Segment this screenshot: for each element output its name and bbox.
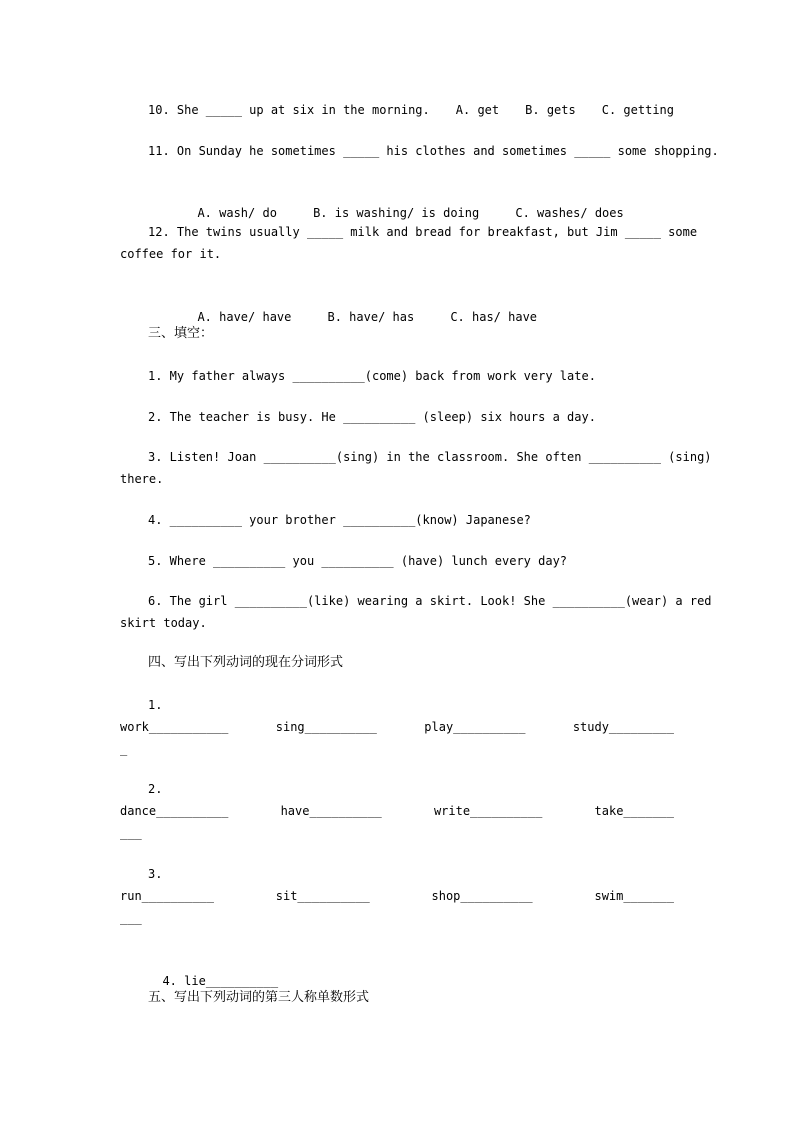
fill-item-1: 1. My father always __________(come) back from work very late.	[148, 369, 596, 383]
word-blank: shop__________	[431, 889, 533, 903]
group-4	[148, 948, 702, 992]
option-b: B. have/ has	[327, 310, 415, 324]
section-4-heading: 四、写出下列动词的现在分词形式	[148, 655, 344, 670]
word-blank: run__________	[120, 889, 214, 903]
question-11-stem: 11. On Sunday he sometimes _____ his clothes and sometimes _____ some shopping.	[148, 144, 719, 158]
fill-item-3-cont: there.	[120, 472, 164, 486]
group-3-words	[120, 885, 674, 907]
option-a: A. get	[455, 103, 500, 117]
section-5-heading: 五、写出下列动词的第三人称单数形式	[148, 990, 370, 1005]
word-blank: work___________	[120, 720, 229, 734]
option-c: C. getting	[601, 103, 674, 117]
word-blank: write__________	[433, 804, 543, 818]
fill-item-3: 3. Listen! Joan __________(sing) in the classroom. She often __________ (sing)	[148, 450, 712, 464]
question-11-options	[183, 180, 624, 224]
group-1-tail: _	[120, 742, 128, 756]
fill-item-4: 4. __________ your brother __________(know) Japanese?	[148, 513, 531, 527]
word-blank: sing__________	[275, 720, 377, 734]
group-4-number: 4.	[162, 974, 177, 988]
question-10	[148, 99, 674, 121]
word-blank: lie__________	[184, 974, 279, 988]
option-b: B. gets	[525, 103, 576, 117]
option-a: A. wash/ do	[197, 206, 277, 220]
word-blank: have__________	[280, 804, 382, 818]
group-3-number: 3.	[148, 867, 163, 881]
fill-item-2: 2. The teacher is busy. He __________ (sleep) six hours a day.	[148, 410, 596, 424]
group-2-tail: ___	[120, 826, 142, 840]
group-2-words	[120, 800, 674, 822]
question-12-stem-line1: 12. The twins usually _____ milk and bread for breakfast, but Jim _____ some	[148, 225, 698, 239]
group-1-words	[120, 716, 674, 738]
section-3-heading: 三、填空：	[148, 326, 214, 341]
group-1-number: 1.	[148, 698, 163, 712]
word-blank: take_______	[594, 804, 674, 818]
option-c: C. has/ have	[450, 310, 538, 324]
group-2-number: 2.	[148, 782, 163, 796]
option-c: C. washes/ does	[515, 206, 624, 220]
word-blank: swim_______	[594, 889, 674, 903]
option-b: B. is washing/ is doing	[313, 206, 480, 220]
fill-item-6: 6. The girl __________(like) wearing a skirt. Look! She __________(wear) a red	[148, 594, 712, 608]
question-12-stem-line2: coffee for it.	[120, 247, 222, 261]
question-10-stem: 10. She _____ up at six in the morning.	[148, 103, 430, 117]
word-blank: sit__________	[275, 889, 370, 903]
fill-item-5: 5. Where __________ you __________ (have) lunch every day?	[148, 554, 568, 568]
question-12-options	[183, 284, 583, 328]
option-a: A. have/ have	[197, 310, 292, 324]
group-3-tail: ___	[120, 911, 142, 925]
word-blank: study_________	[572, 720, 674, 734]
word-blank: play__________	[424, 720, 526, 734]
fill-item-6-cont: skirt today.	[120, 616, 207, 630]
word-blank: dance__________	[120, 804, 229, 818]
